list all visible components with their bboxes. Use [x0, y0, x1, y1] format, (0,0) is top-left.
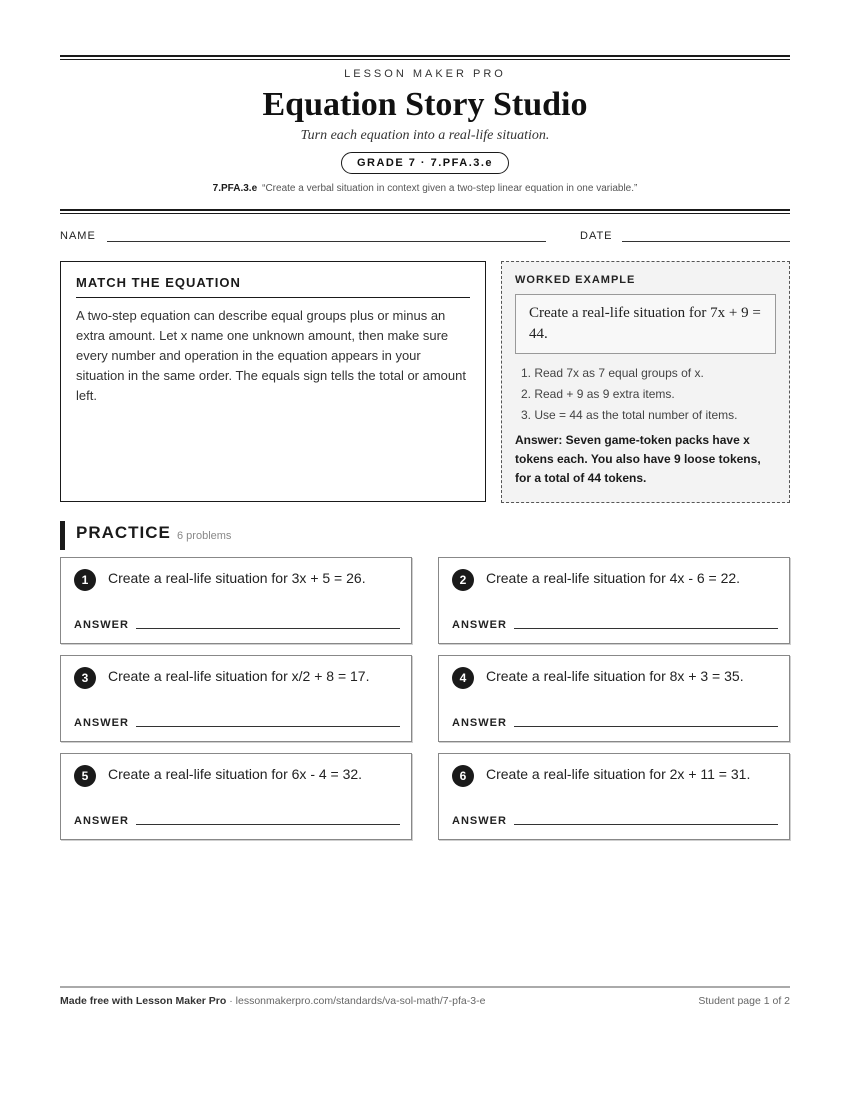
answer-field-2[interactable] [514, 628, 778, 629]
footer-page-number: Student page 1 of 2 [698, 995, 790, 1007]
match-body: A two-step equation can describe equal groups plus or minus an extra amount. Let x name one unknown amount, then make sure every number and operation in the equation appears in your situation in the same order. The equals sign tells the total or amount left. [76, 308, 466, 403]
problem-number-badge: 1 [74, 569, 96, 591]
answer-field-5[interactable] [136, 824, 400, 825]
practice-accent-bar [60, 521, 65, 550]
answer-label: ANSWER [452, 619, 507, 631]
worked-example-steps [515, 363, 776, 426]
problem-number-badge: 3 [74, 667, 96, 689]
problem-prompt: Create a real-life situation for 3x + 5 = 26. [108, 570, 366, 586]
worked-example-answer: Answer: Seven game-token packs have x tokens each. You also have 9 loose tokens, for a total of 44 tokens. [515, 433, 761, 485]
problem-number-badge: 4 [452, 667, 474, 689]
standard-description: “Create a verbal situation in context given a two-step linear equation in one variable.” [262, 183, 638, 194]
answer-field-6[interactable] [514, 824, 778, 825]
standard-line [60, 183, 790, 194]
match-title: MATCH THE EQUATION [76, 275, 470, 298]
page-title: Equation Story Studio [262, 86, 588, 123]
problem-card-5 [60, 753, 412, 840]
name-field[interactable] [107, 241, 546, 242]
problem-number-badge: 6 [452, 765, 474, 787]
answer-field-1[interactable] [136, 628, 400, 629]
answer-field-4[interactable] [514, 726, 778, 727]
answer-field-3[interactable] [136, 726, 400, 727]
problem-card-1 [60, 557, 412, 644]
worked-step: 1. Read 7x as 7 equal groups of x. [521, 366, 704, 380]
footer-url: · lessonmakerpro.com/standards/va-sol-math/7-pfa-3-e [226, 995, 486, 1007]
answer-label: ANSWER [74, 717, 129, 729]
answer-label: ANSWER [452, 717, 507, 729]
problem-card-6 [438, 753, 790, 840]
date-field[interactable] [622, 241, 790, 242]
grade-badge: GRADE 7 · 7.PFA.3.e [341, 152, 509, 174]
worksheet-page [60, 0, 790, 1100]
name-label: NAME [60, 230, 96, 242]
footer-brand: Made free with Lesson Maker Pro [60, 995, 227, 1007]
problem-card-2 [438, 557, 790, 644]
practice-count: 6 problems [177, 530, 232, 542]
date-label: DATE [580, 230, 613, 242]
problem-number-badge: 2 [452, 569, 474, 591]
problem-prompt: Create a real-life situation for x/2 + 8 = 17. [108, 668, 370, 684]
header-bottom-rule [60, 209, 790, 214]
problem-card-3 [60, 655, 412, 742]
worked-step: 2. Read + 9 as 9 extra items. [521, 387, 675, 401]
problem-number-badge: 5 [74, 765, 96, 787]
standard-code: 7.PFA.3.e [212, 183, 258, 194]
problem-prompt: Create a real-life situation for 6x - 4 = 32. [108, 766, 363, 782]
problem-prompt: Create a real-life situation for 2x + 11 = 31. [486, 766, 751, 782]
answer-label: ANSWER [74, 619, 129, 631]
answer-label: ANSWER [452, 815, 507, 827]
problem-prompt: Create a real-life situation for 4x - 6 = 22. [486, 570, 741, 586]
worked-step: 3. Use = 44 as the total number of items. [521, 408, 738, 422]
worked-example-title: WORKED EXAMPLE [515, 274, 636, 286]
header-top-rule [60, 55, 790, 60]
problem-card-4 [438, 655, 790, 742]
footer-rule [60, 986, 790, 988]
brand-eyebrow: LESSON MAKER PRO [344, 68, 506, 80]
answer-label: ANSWER [74, 815, 129, 827]
match-the-equation-panel [60, 261, 486, 502]
practice-title: PRACTICE [76, 523, 171, 542]
worked-example-prompt: Create a real-life situation for 7x + 9 = 44. [515, 294, 776, 354]
problem-prompt: Create a real-life situation for 8x + 3 = 35. [486, 668, 744, 684]
worked-example-panel [501, 261, 790, 503]
page-subtitle: Turn each equation into a real-life situation. [300, 128, 550, 143]
footer-credit [60, 995, 485, 1007]
